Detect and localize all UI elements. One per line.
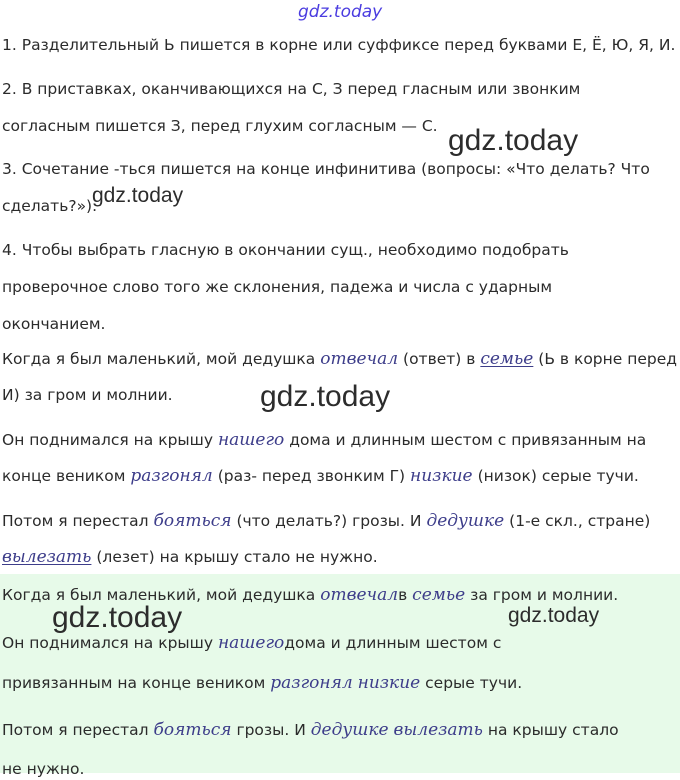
text-line: И) за гром и молнии. bbox=[2, 386, 173, 404]
text-line: Потом я перестал бояться (что делать?) грозы. И дедушке (1-е скл., стране) bbox=[2, 511, 651, 531]
final-line: Потом я перестал бояться грозы. И дедушке вылезать на крышу стало bbox=[2, 720, 619, 740]
watermark: gdz.today bbox=[298, 2, 383, 22]
handwritten-word: отвечал bbox=[320, 585, 399, 605]
rule-line: 1. Разделительный Ь пишется в корне или суффиксе перед буквами Е, Ё, Ю, Я, И. bbox=[2, 36, 676, 54]
text-line: конце веником разгонял (раз- перед звонким Г) низкие (низок) серые тучи. bbox=[2, 466, 639, 486]
handwritten-word: семье bbox=[480, 349, 534, 369]
handwritten-word: разгонял bbox=[270, 673, 353, 693]
handwritten-word: семье bbox=[412, 585, 466, 605]
text-line: вылезать (лезет) на крышу стало не нужно. bbox=[2, 547, 378, 567]
handwritten-word: дедушке bbox=[310, 720, 389, 740]
handwritten-word: нашего bbox=[217, 430, 285, 450]
handwritten-word: вылезать bbox=[393, 720, 483, 740]
watermark: gdz.today bbox=[52, 601, 183, 634]
handwritten-word: бояться bbox=[153, 720, 232, 740]
handwritten-word: низкие bbox=[410, 466, 473, 486]
watermark: gdz.today bbox=[448, 124, 579, 157]
final-line: Он поднимался на крышу нашегодома и длинным шестом с bbox=[2, 633, 502, 653]
handwritten-word: низкие bbox=[357, 673, 421, 693]
handwritten-word: отвечал bbox=[320, 349, 399, 369]
handwritten-word: вылезать bbox=[2, 547, 92, 567]
rule-line: 3. Сочетание -ться пишется на конце инфинитива (вопросы: «Что делать? Что bbox=[2, 160, 650, 178]
final-line: Когда я был маленький, мой дедушка отвечалв семье за гром и молнии. bbox=[2, 585, 619, 605]
handwritten-word: разгонял bbox=[130, 466, 213, 486]
final-line: не нужно. bbox=[2, 760, 85, 778]
handwritten-word: бояться bbox=[153, 511, 232, 531]
rule-line: согласным пишется З, перед глухим согласным — С. bbox=[2, 117, 438, 135]
watermark: gdz.today bbox=[260, 380, 391, 413]
rule-line: окончанием. bbox=[2, 315, 106, 333]
text-line: Когда я был маленький, мой дедушка отвечал (ответ) в семье (Ь в корне перед bbox=[2, 349, 677, 369]
final-line: привязанным на конце веником разгонял низкие серые тучи. bbox=[2, 673, 523, 693]
text-line: Он поднимался на крышу нашего дома и длинным шестом с привязанным на bbox=[2, 430, 647, 450]
rule-line: проверочное слово того же склонения, падежа и числа с ударным bbox=[2, 278, 553, 296]
handwritten-word: дедушке bbox=[426, 511, 505, 531]
watermark: gdz.today bbox=[92, 184, 184, 207]
rule-line: 4. Чтобы выбрать гласную в окончании сущ., необходимо подобрать bbox=[2, 241, 569, 259]
rule-line: сделать?»). bbox=[2, 197, 98, 215]
handwritten-word: нашего bbox=[217, 633, 285, 653]
rule-line: 2. В приставках, оканчивающихся на С, З перед гласным или звонким bbox=[2, 80, 581, 98]
watermark: gdz.today bbox=[508, 604, 600, 627]
